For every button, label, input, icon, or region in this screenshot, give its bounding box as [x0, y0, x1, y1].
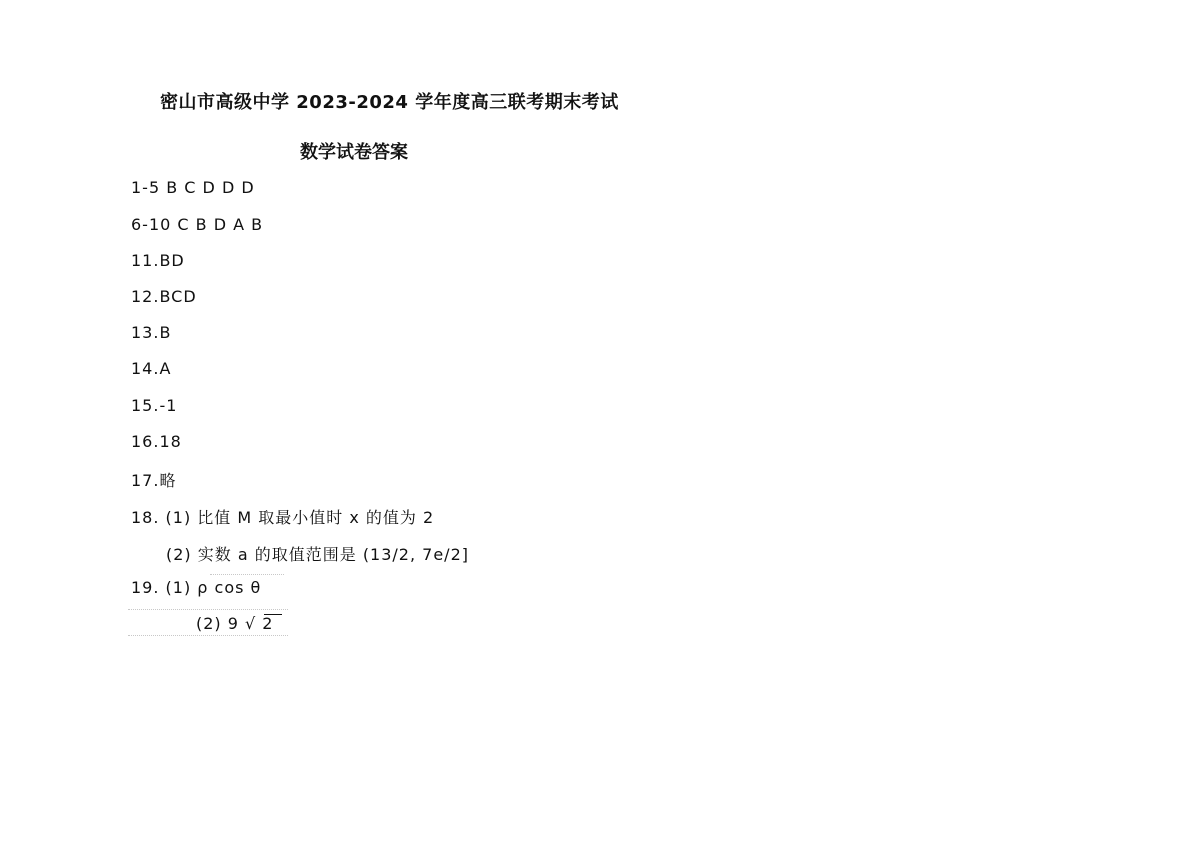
dotted-rule [128, 635, 288, 636]
answer-q17: 17.略 [131, 471, 177, 490]
answer-q11: 11.BD [131, 251, 185, 270]
answer-q19-part1: 19. (1) ρ cos θ [131, 578, 262, 597]
answer-q16: 16.18 [131, 432, 182, 451]
answer-key-subtitle: 数学试卷答案 [300, 142, 408, 163]
answer-q18-part2: (2) 实数 a 的取值范围是 (13/2, 7e/2] [166, 545, 469, 564]
answer-q12: 12.BCD [131, 287, 197, 306]
answer-q1-5: 1-5 B C D D D [131, 178, 255, 197]
dotted-rule [210, 574, 284, 575]
exam-title: 密山市高级中学 2023-2024 学年度高三联考期末考试 [160, 92, 619, 113]
answer-q14: 14.A [131, 359, 172, 378]
answer-q13: 13.B [131, 323, 172, 342]
answer-q15: 15.-1 [131, 396, 178, 415]
answer-q18-part1: 18. (1) 比值 M 取最小值时 x 的值为 2 [131, 508, 435, 527]
sqrt-overline [264, 614, 282, 615]
dotted-rule [128, 609, 288, 610]
answer-q19-part2: (2) 9 √ 2 [196, 614, 274, 633]
answer-q6-10: 6-10 C B D A B [131, 215, 264, 234]
